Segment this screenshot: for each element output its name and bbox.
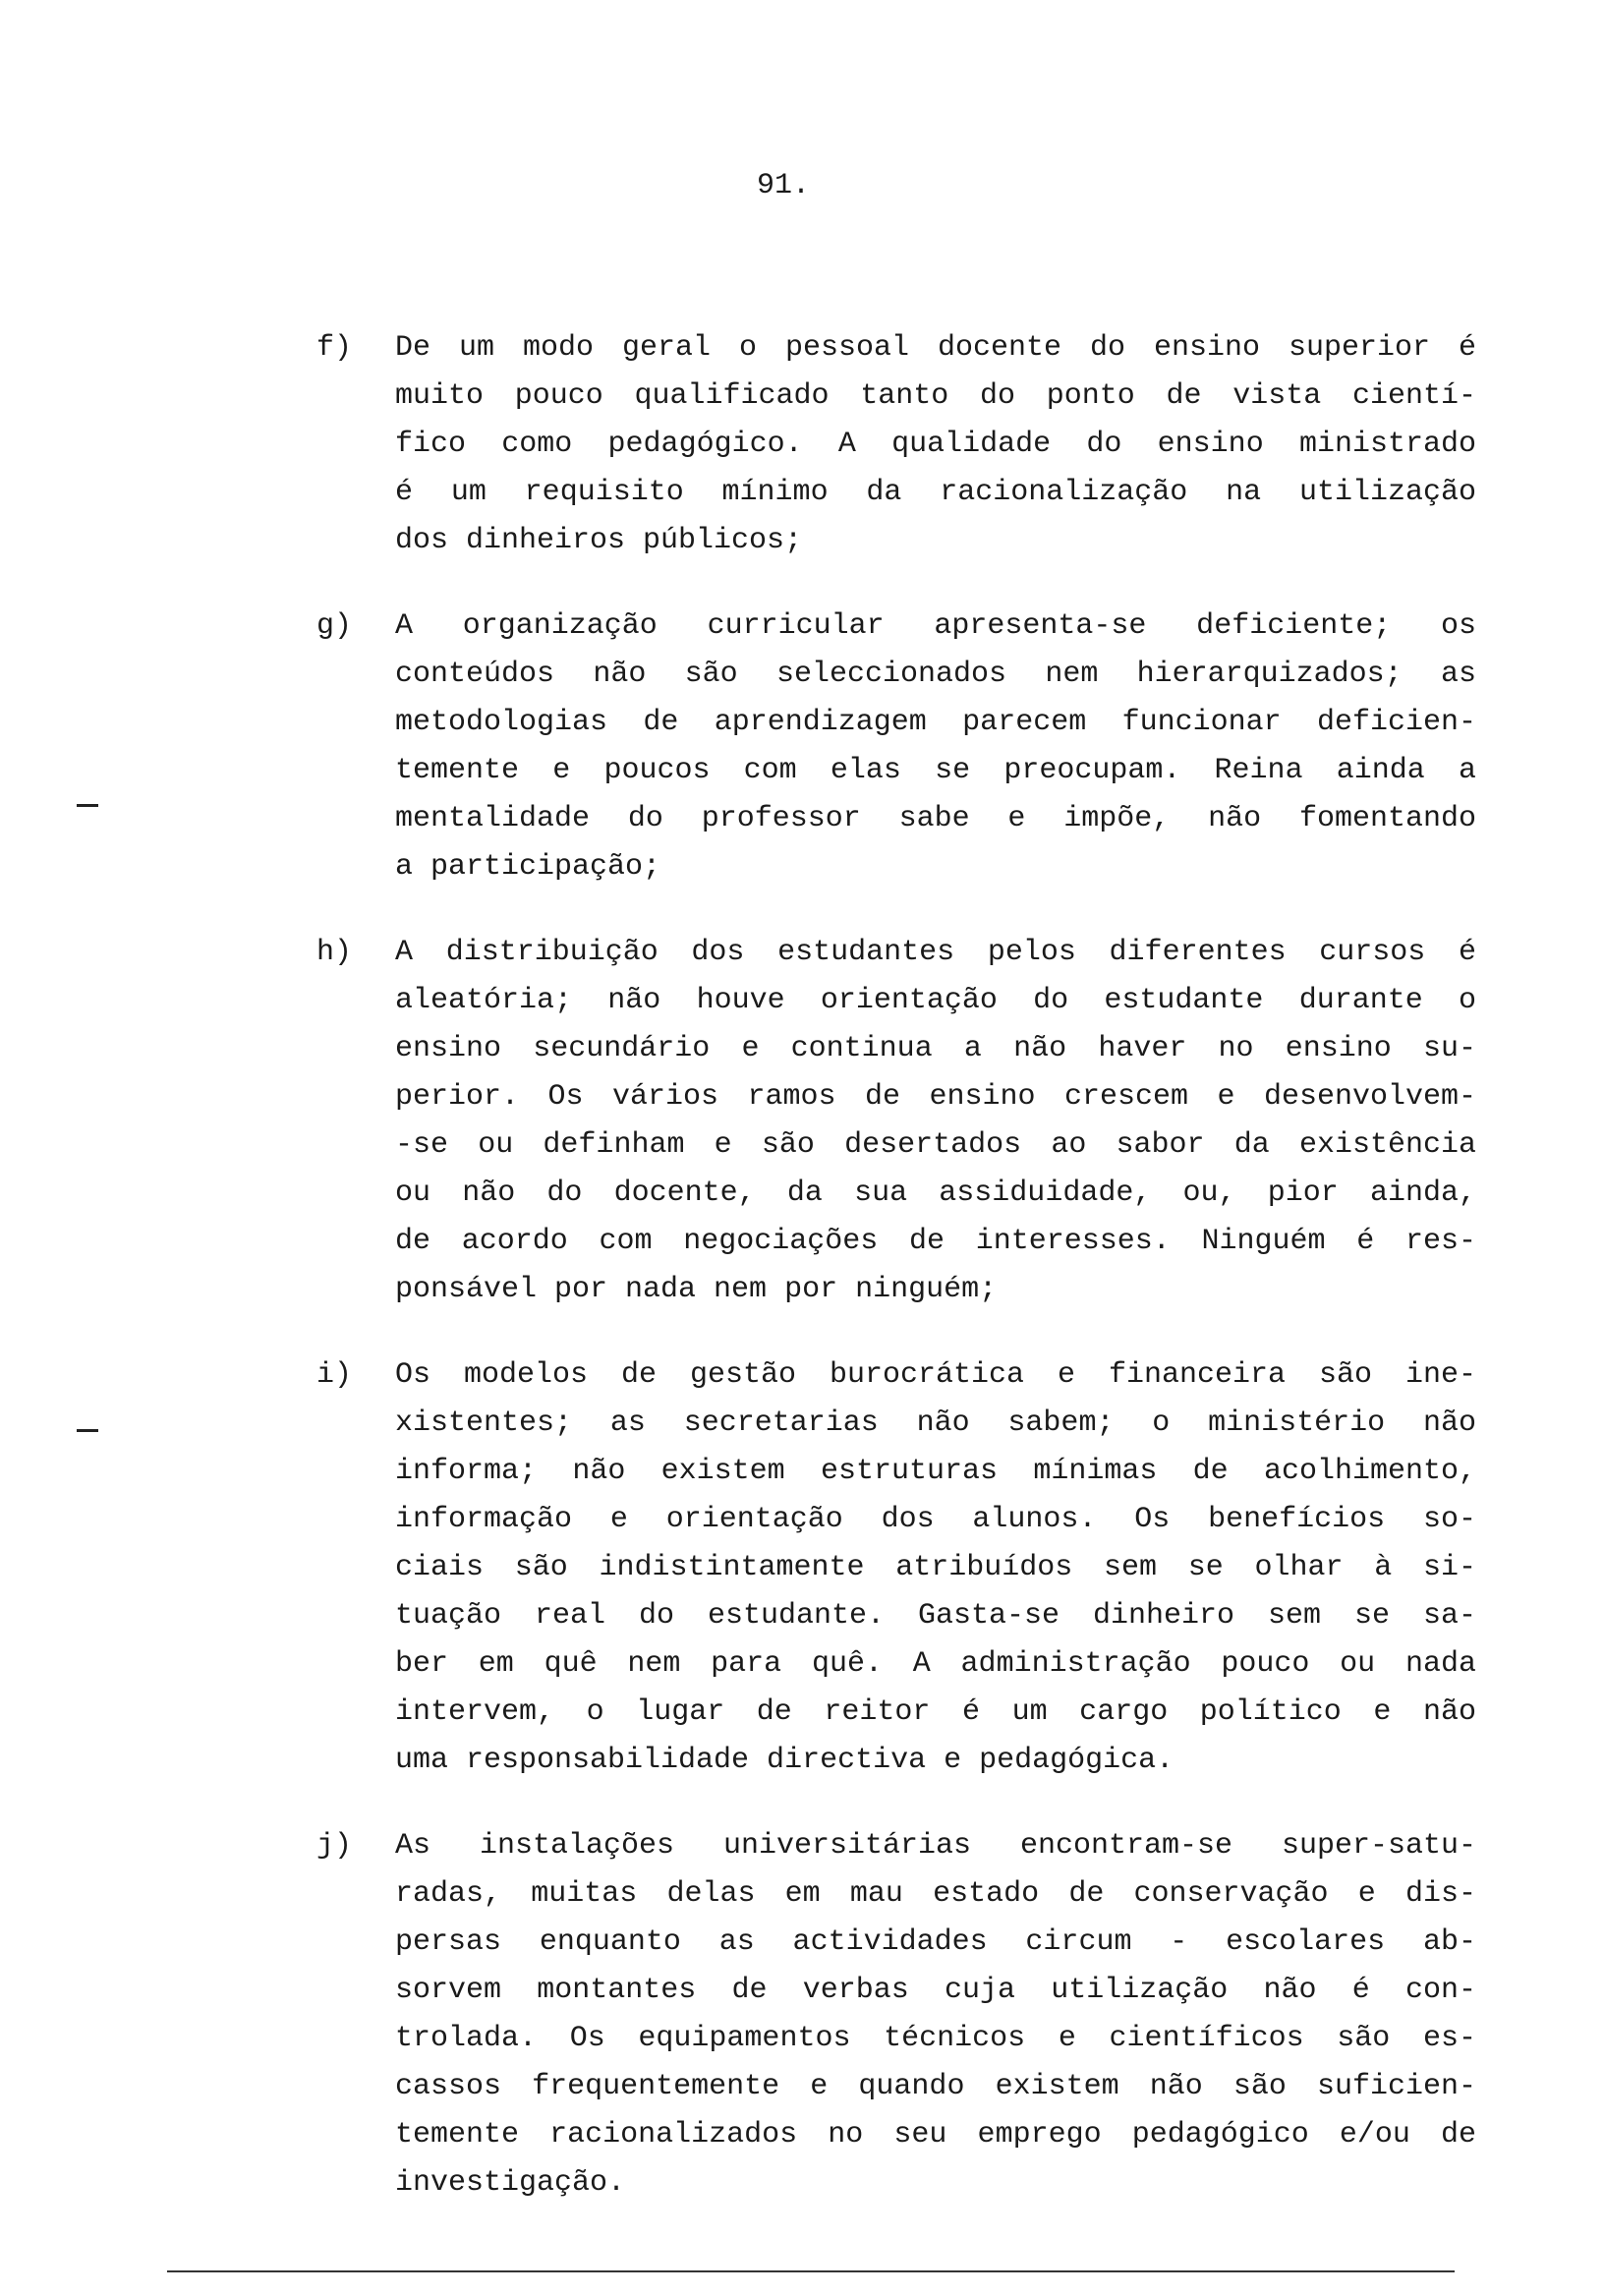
item-line: sorvem montantes de verbas cuja utilização não é con- <box>395 1974 1476 2007</box>
item-line: uma responsabilidade directiva e pedagógica. <box>395 1744 1174 1777</box>
item-marker: h) <box>316 936 353 969</box>
item-line: As instalações universitárias encontram-se super-satu- <box>395 1829 1476 1863</box>
item-line: trolada. Os equipamentos técnicos e científicos são es- <box>395 2022 1476 2055</box>
item-line: temente e poucos com elas se preocupam. Reina ainda a <box>395 754 1476 787</box>
item-list <box>316 324 1476 2245</box>
margin-mark <box>77 1429 98 1432</box>
list-item-f <box>316 324 1476 565</box>
item-line: intervem, o lugar de reitor é um cargo político e não <box>395 1695 1476 1729</box>
item-line: mentalidade do professor sabe e impõe, não fomentando <box>395 802 1476 835</box>
item-line: a participação; <box>395 850 661 884</box>
item-line: ber em quê nem para quê. A administração pouco ou nada <box>395 1647 1476 1681</box>
bottom-rule <box>167 2270 1455 2272</box>
item-line: muito pouco qualificado tanto do ponto de vista cientí- <box>395 379 1476 413</box>
page-number: 91. <box>757 169 811 202</box>
item-line: investigação. <box>395 2166 626 2200</box>
item-line: é um requisito mínimo da racionalização na utilização <box>395 476 1476 509</box>
item-line: temente racionalizados no seu emprego pedagógico e/ou de <box>395 2118 1476 2152</box>
item-line: Os modelos de gestão burocrática e financeira são ine- <box>395 1358 1476 1392</box>
item-marker: f) <box>316 331 353 365</box>
item-line: dos dinheiros públicos; <box>395 524 803 557</box>
list-item-g <box>316 603 1476 891</box>
item-line: De um modo geral o pessoal docente do ensino superior é <box>395 331 1476 365</box>
item-line: de acordo com negociações de interesses. Ninguém é res- <box>395 1225 1476 1258</box>
item-marker: i) <box>316 1358 353 1392</box>
item-line: radas, muitas delas em mau estado de conservação e dis- <box>395 1877 1476 1911</box>
item-line: ponsável por nada nem por ninguém; <box>395 1273 998 1306</box>
item-line: A organização curricular apresenta-se deficiente; os <box>395 609 1476 643</box>
item-line: A distribuição dos estudantes pelos diferentes cursos é <box>395 936 1476 969</box>
item-line: xistentes; as secretarias não sabem; o ministério não <box>395 1406 1476 1440</box>
item-line: tuação real do estudante. Gasta-se dinheiro sem se sa- <box>395 1599 1476 1633</box>
item-line: persas enquanto as actividades circum - escolares ab- <box>395 1925 1476 1959</box>
item-line: metodologias de aprendizagem parecem funcionar deficien- <box>395 706 1476 739</box>
item-line: ciais são indistintamente atribuídos sem se olhar à si- <box>395 1551 1476 1584</box>
list-item-h <box>316 929 1476 1314</box>
item-line: fico como pedagógico. A qualidade do ensino ministrado <box>395 428 1476 461</box>
item-line: ou não do docente, da sua assiduidade, ou, pior ainda, <box>395 1177 1476 1210</box>
item-line: perior. Os vários ramos de ensino crescem e desenvolvem- <box>395 1080 1476 1114</box>
item-line: informa; não existem estruturas mínimas de acolhimento, <box>395 1455 1476 1488</box>
list-item-i <box>316 1351 1476 1785</box>
item-marker: g) <box>316 609 353 643</box>
item-line: informação e orientação dos alunos. Os benefícios so- <box>395 1503 1476 1536</box>
item-line: ensino secundário e continua a não haver no ensino su- <box>395 1032 1476 1065</box>
item-line: conteúdos não são seleccionados nem hierarquizados; as <box>395 658 1476 691</box>
item-line: -se ou definham e são desertados ao sabor da existência <box>395 1128 1476 1162</box>
list-item-j <box>316 1822 1476 2208</box>
item-line: aleatória; não houve orientação do estudante durante o <box>395 984 1476 1017</box>
margin-mark <box>77 804 98 807</box>
item-marker: j) <box>316 1829 353 1863</box>
item-line: cassos frequentemente e quando existem não são suficien- <box>395 2070 1476 2103</box>
